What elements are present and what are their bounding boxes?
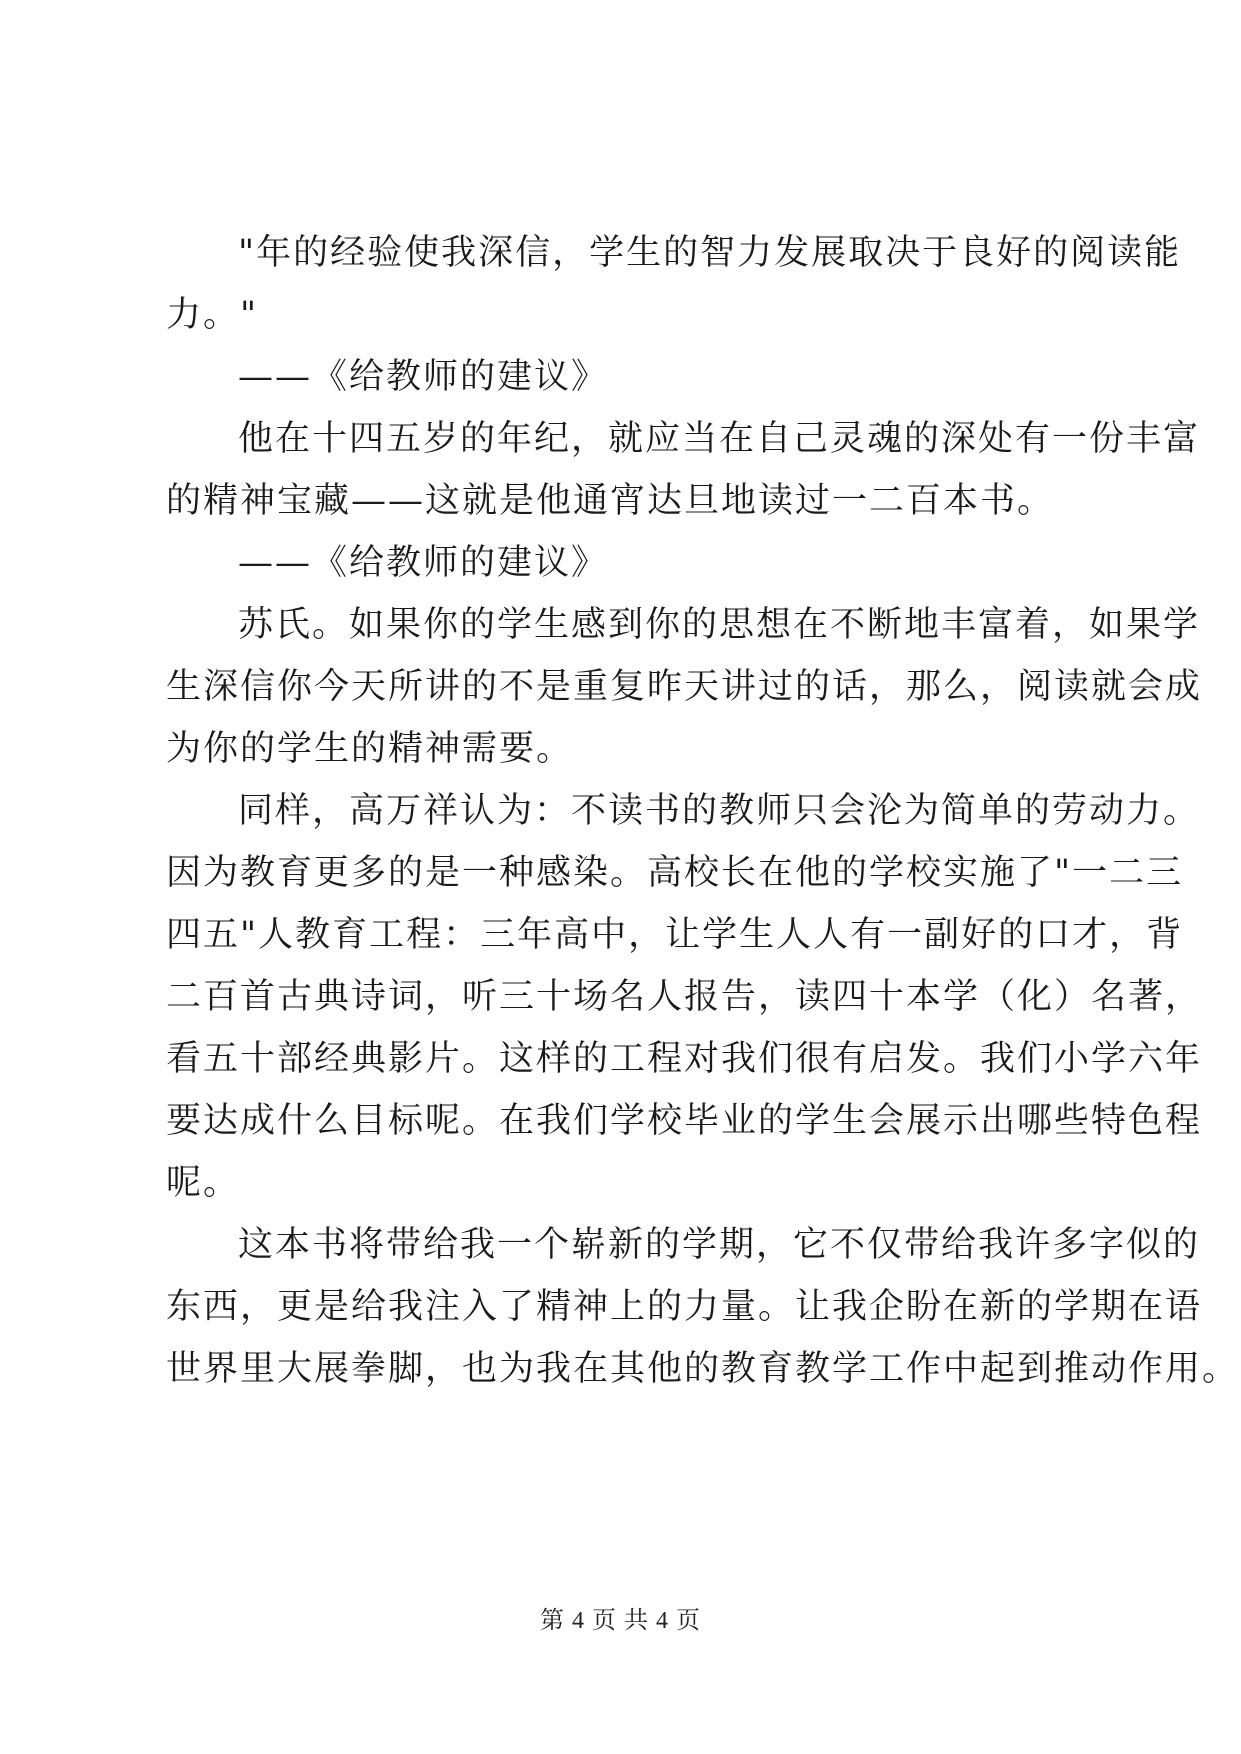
text-line: 要达成什么目标呢。在我们学校毕业的学生会展示出哪些特色程: [166, 1101, 1203, 1141]
document-body: [166, 222, 1240, 1400]
text-line: 东西，更是给我注入了精神上的力量。让我企盼在新的学期在语: [166, 1287, 1203, 1327]
text-line: 的精神宝藏——这就是他通宵达旦地读过一二百本书。: [166, 481, 1055, 521]
text-line: 力。": [166, 295, 259, 335]
text-line: 为你的学生的精神需要。: [166, 729, 574, 769]
text-line: 他在十四五岁的年纪，就应当在自己灵魂的深处有一份丰富: [238, 419, 1201, 459]
quote-source: ——《给教师的建议》: [238, 543, 609, 583]
text-line: 同样，高万祥认为：不读书的教师只会沦为简单的劳动力。: [238, 791, 1201, 831]
text-line: 这本书将带给我一个崭新的学期，它不仅带给我许多字似的: [238, 1225, 1201, 1265]
text-line: 苏氏。如果你的学生感到你的思想在不断地丰富着，如果学: [238, 605, 1201, 645]
text-line: 生深信你今天所讲的不是重复昨天讲过的话，那么，阅读就会成: [166, 667, 1203, 707]
quote-source: ——《给教师的建议》: [238, 357, 609, 397]
text-line: "年的经验使我深信，学生的智力发展取决于良好的阅读能: [238, 233, 1182, 273]
text-line: 呢。: [166, 1163, 241, 1203]
text-line: 二百首古典诗词，听三十场名人报告，读四十本学（化）名著，: [166, 977, 1203, 1017]
text-line: 世界里大展拳脚，也为我在其他的教育教学工作中起到推动作用。: [166, 1349, 1240, 1389]
text-line: 四五"人教育工程：三年高中，让学生人人有一副好的口才，背: [166, 915, 1184, 955]
page-number-footer: 第 4 页 共 4 页: [540, 1608, 701, 1634]
text-line: 因为教育更多的是一种感染。高校长在他的学校实施了"一二三: [166, 853, 1184, 893]
text-line: 看五十部经典影片。这样的工程对我们很有启发。我们小学六年: [166, 1039, 1203, 1079]
